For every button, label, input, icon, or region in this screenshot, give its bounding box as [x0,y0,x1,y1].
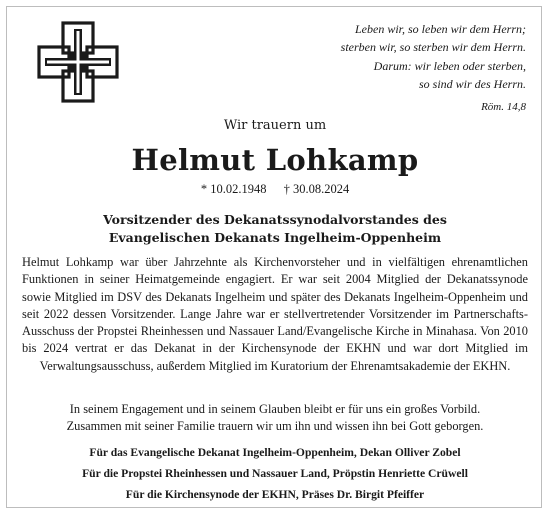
death-date: † 30.08.2024 [283,182,350,196]
verse-line: Leben wir, so leben wir dem Herrn; [355,22,526,36]
signature-line: Für die Propstei Rheinhessen und Nassauer Land, Pröpstin Henriette Crüwell [82,467,468,480]
signature-line: Für die Kirchensynode der EKHN, Präses Dr. Birgit Pfeiffer [125,488,425,501]
life-dates [0,182,550,197]
verse-line: so sind wir des Herrn. [418,77,526,92]
verse-line: Darum: wir leben oder sterben, [373,58,526,73]
biography [22,254,528,375]
verse-line: sterben wir, so sterben wir dem Herrn. [340,40,526,55]
role-line: Vorsitzender des Dekanatssynodalvorstandes des [103,212,447,227]
verse-reference: Röm. 14,8 [481,100,526,113]
birth-date: * 10.02.1948 [200,182,267,196]
biography-text: Helmut Lohkamp war über Jahrzehnte als Kirchenvorsteher und in vielfältigen ehrenamtlichen Funktionen in seiner Heimatgemeinde engagiert. Er war seit 2004 Mitglied der Dekanatssynode sowie Mitglied im DSV des Dekanats Ingelheim und später des Dekanats Ingelheim-Oppenheim und seit 2022 dessen Vorsitzender. Lange Jahre war er stellvertretender Vorsitzender im Partnerschafts-Ausschuss der Propstei Rheinhessen und Nassauer Land/Evangelische Kirche in Minahasa. Von 2010 bis 2024 vertrat er das Dekanat in der Kirchensynode der EKHN und war dort Mitglied im Verwaltungsausschuss, außerdem Mitglied im Kuratorium der Ehrenamtsakademie der EKHN. [22,255,528,373]
cross-icon [37,21,119,103]
closing-line: Zusammen mit seiner Familie trauern wir um ihn und wissen ihn bei Gott geborgen. [66,419,484,434]
role-title [0,211,550,247]
closing-line: In seinem Engagement und in seinem Glauben bleibt er für uns ein großes Vorbild. [69,402,481,416]
closing-text [22,401,528,436]
signature-line: Für das Evangelische Dekanat Ingelheim-Oppenheim, Dekan Olliver Zobel [89,446,461,459]
role-line: Evangelischen Dekanats Ingelheim-Oppenheim [108,230,442,245]
signatures [0,442,550,505]
intro-text: Wir trauern um [223,118,327,133]
deceased-name: Helmut Lohkamp [131,143,419,177]
bible-verse [226,20,526,116]
